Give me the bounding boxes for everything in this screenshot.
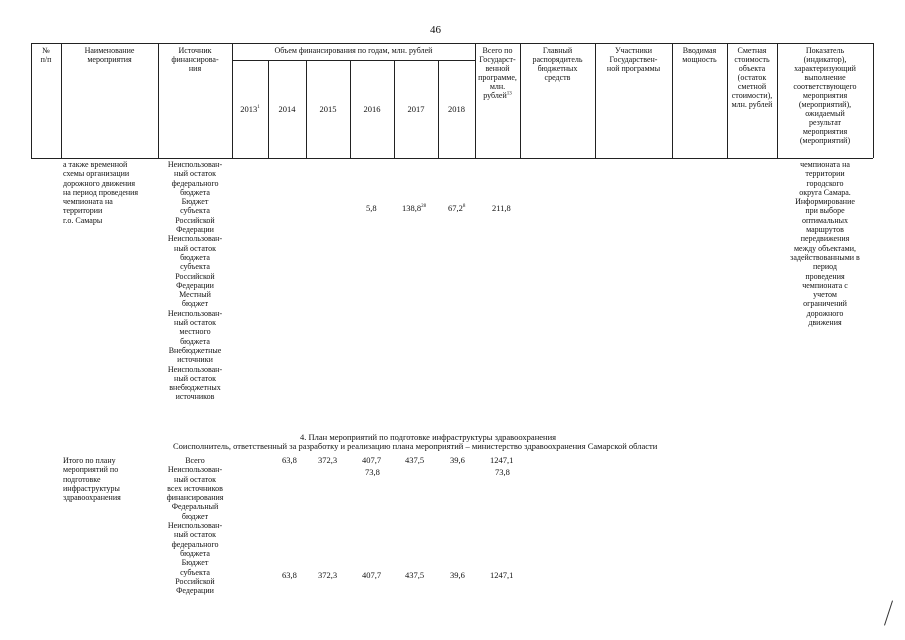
total-row-sources: Всего Неиспользован- ный остаток всех источников финансирования Федеральный бюджет Неиспользован- ный остаток федерального бюджета Бюджет субъекта Российской Федерации — [166, 456, 224, 596]
pen-mark — [884, 600, 893, 625]
header-budget-manager: Главный распорядитель бюджетных средств — [532, 46, 583, 82]
section-title: 4. План мероприятий по подготовке инфраструктуры здравоохранения — [300, 432, 557, 442]
year-2018: 2018 — [448, 104, 465, 114]
row1-funding-sources: Неиспользован- ный остаток федерального бюджета Бюджет субъекта Российской Федерации Неиспользован- ный остаток бюджета субъекта Российской Федерации Местный бюджет Неиспользован- ный остаток местного бюджета Внебюджетные источники Неиспользован- ный остаток внебюджетных источников — [167, 160, 223, 402]
year-2017: 2017 — [407, 104, 425, 114]
year-2014: 2014 — [278, 104, 296, 114]
total-regional-2014: 63,8 — [282, 570, 297, 580]
header-total: Всего по Государст- венной программе, млн. рублей$^{13}$ — [478, 46, 517, 100]
total-regional-2015: 372,3 — [318, 570, 338, 580]
total-all-2018: 39,6 — [450, 455, 465, 465]
page-number: 46 — [430, 24, 441, 36]
header-financing-volume: Объем финансирования по годам, млн. рублей — [274, 46, 433, 55]
year-2013: 2013$^1$ — [240, 104, 260, 114]
row1-value-2016: 5,8 — [366, 203, 377, 213]
row1-value-2018: 67,2$^8$ — [448, 203, 466, 213]
total-all-2014: 63,8 — [282, 455, 297, 465]
total-unused-sum: 73,8 — [495, 467, 510, 477]
header-name: Наименование мероприятия — [84, 46, 135, 64]
row1-total: 211,8 — [492, 203, 511, 213]
total-regional-2018: 39,6 — [450, 570, 465, 580]
header-estimated-cost: Сметная стоимость объекта (остаток сметной стоимости), млн. рублей — [731, 46, 773, 109]
row1-value-2017: 138,8$^{28}$ — [402, 203, 427, 213]
total-row-name: Итого по плану мероприятий по подготовке инфраструктуры здравоохранения — [63, 456, 121, 503]
total-all-2015: 372,3 — [318, 455, 338, 465]
header-capacity: Вводимая мощность — [682, 46, 717, 64]
total-unused-2016: 73,8 — [365, 467, 380, 477]
total-regional-2016: 407,7 — [362, 570, 382, 580]
header-participants: Участники Государствен- ной программы — [606, 46, 661, 73]
row1-indicator: чемпионата на территории городского округа Самара. Информирование при выборе оптимальных маршрутов передвижения между объектами, задействованными в период проведения чемпионата с учетом ограничений дорожного движения — [790, 160, 860, 328]
total-regional-sum: 1247,1 — [490, 570, 514, 580]
header-source: Источник финансирова- ния — [171, 46, 219, 73]
header-number: № п/п — [40, 46, 52, 64]
header-indicator: Показатель (индикатор), характеризующий выполнение соответствующего мероприятия (мероприятий), ожидаемый результат мероприятия (мероприятий) — [793, 46, 857, 145]
total-regional-2017: 437,5 — [405, 570, 425, 580]
section-subtitle: Соисполнитель, ответственный за разработку и реализацию плана мероприятий – министерство здравоохранения Самарской области — [173, 441, 658, 451]
total-all-2016: 407,7 — [362, 455, 382, 465]
year-2015: 2015 — [319, 104, 337, 114]
year-2016: 2016 — [363, 104, 381, 114]
row1-measure-name: а также временной схемы организации дорожного движения на период проведения чемпионата на территории г.о. Самары — [63, 160, 139, 225]
total-all-sum: 1247,1 — [490, 455, 514, 465]
total-all-2017: 437,5 — [405, 455, 425, 465]
